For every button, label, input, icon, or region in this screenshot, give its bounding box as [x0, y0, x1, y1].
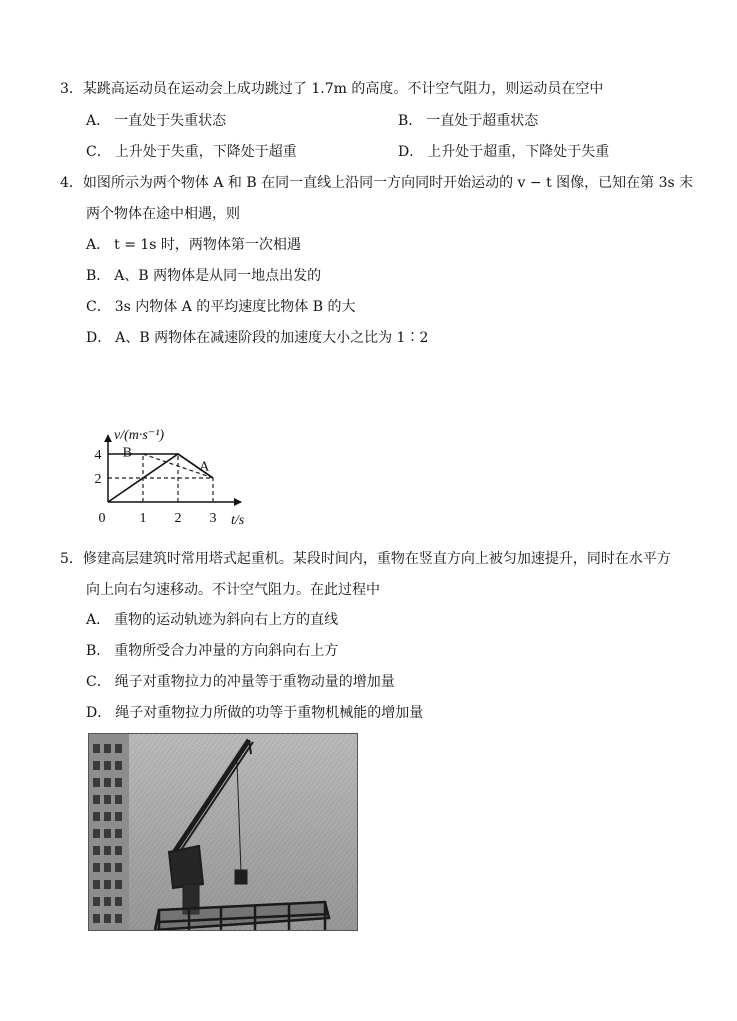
- q4-option-a-label: A．: [86, 237, 111, 253]
- q4-option-c-text: 3s 内物体 A 的平均速度比物体 B 的大: [114, 299, 356, 315]
- q5-option-d-label: D．: [86, 705, 112, 721]
- q3-option-a-label: A．: [86, 113, 111, 129]
- tower-crane: [169, 740, 253, 914]
- x-tick-label-1: 1: [139, 511, 147, 526]
- q5-stem-line1: 5．修建高层建筑时常用塔式起重机。某段时间内，重物在竖直方向上被匀加速提升，同时在水平方: [60, 551, 671, 567]
- graph-tick-labels: [94, 445, 217, 526]
- q5-option-b-label: B．: [86, 643, 111, 659]
- q5-option-c-text: 绳子对重物拉力的冲量等于重物动量的增加量: [114, 674, 395, 690]
- q5-option-d-text: 绳子对重物拉力所做的功等于重物机械能的增加量: [115, 705, 424, 721]
- q4-stem-line1: 4．如图所示为两个物体 A 和 B 在同一直线上沿同一方向同时开始运动的 v − t 图像，已知在第 3s 末: [60, 175, 694, 191]
- crane-photo-drawing: [89, 734, 357, 930]
- q5-stem-line2: 向上向右匀速移动。不计空气阻力。在此过程中: [86, 582, 380, 598]
- q5-option-b: [86, 641, 338, 661]
- q4-stem-line2: 两个物体在途中相遇，则: [86, 206, 240, 222]
- q5-option-b-text: 重物所受合力冲量的方向斜向右上方: [114, 643, 339, 659]
- q3-option-d-text: 上升处于超重，下降处于失重: [427, 144, 610, 160]
- scaffolding-frame: [155, 902, 329, 930]
- q4-option-b: [86, 266, 321, 286]
- q4-option-d-text: A、B 两物体在减速阶段的加速度大小之比为 1∶2: [115, 330, 429, 346]
- q4-option-d-label: D．: [86, 330, 112, 346]
- q3-option-d-label: D．: [398, 144, 424, 160]
- q4-option-b-label: B．: [86, 268, 111, 284]
- q5-option-c-label: C．: [86, 674, 111, 690]
- q5-option-a-text: 重物的运动轨迹为斜向右上方的直线: [114, 612, 339, 628]
- q5-option-d: [86, 703, 423, 723]
- q3-option-a: [86, 111, 226, 131]
- q3-option-c-label: C．: [86, 144, 111, 160]
- q5-option-a: [86, 610, 338, 630]
- x-tick-label-3: 3: [209, 511, 217, 526]
- q3-option-b-label: B．: [398, 113, 423, 129]
- q4-option-a-text: t = 1s 时，两物体第一次相遇: [114, 237, 301, 253]
- q4-option-c-label: C．: [86, 299, 111, 315]
- y-axis-label: v/(m·s⁻¹): [114, 428, 165, 444]
- q5-option-c: [86, 672, 395, 692]
- crane-photo: [88, 733, 358, 931]
- q3-option-c: [86, 142, 297, 162]
- building-left: [89, 734, 129, 930]
- series-label-a: A: [199, 459, 210, 475]
- q4-option-b-text: A、B 两物体是从同一地点出发的: [114, 268, 322, 284]
- q3-option-a-text: 一直处于失重状态: [114, 113, 227, 129]
- q4-option-c: [86, 297, 355, 317]
- q4-option-d: [86, 328, 428, 348]
- q4-option-a: [86, 235, 301, 255]
- y-tick-label-2: 2: [94, 472, 102, 487]
- q3-option-b-text: 一直处于超重状态: [426, 113, 539, 129]
- x-tick-label-2: 2: [174, 511, 182, 526]
- q3-option-c-text: 上升处于失重，下降处于超重: [114, 144, 297, 160]
- x-axis-label: t/s: [231, 513, 245, 528]
- graph-guide-lines: [108, 454, 213, 502]
- q3-option-b: [398, 111, 538, 131]
- vt-graph: [86, 362, 286, 534]
- q3-stem: 3．某跳高运动员在运动会上成功跳过了 1.7m 的高度。不计空气阻力，则运动员在空中: [60, 81, 604, 97]
- q3-option-d: [398, 142, 609, 162]
- y-tick-label-4: 4: [94, 448, 102, 463]
- series-label-b: B: [122, 445, 132, 461]
- q5-option-a-label: A．: [86, 612, 111, 628]
- x-tick-label-0: 0: [98, 511, 106, 526]
- graph-series: [108, 446, 213, 502]
